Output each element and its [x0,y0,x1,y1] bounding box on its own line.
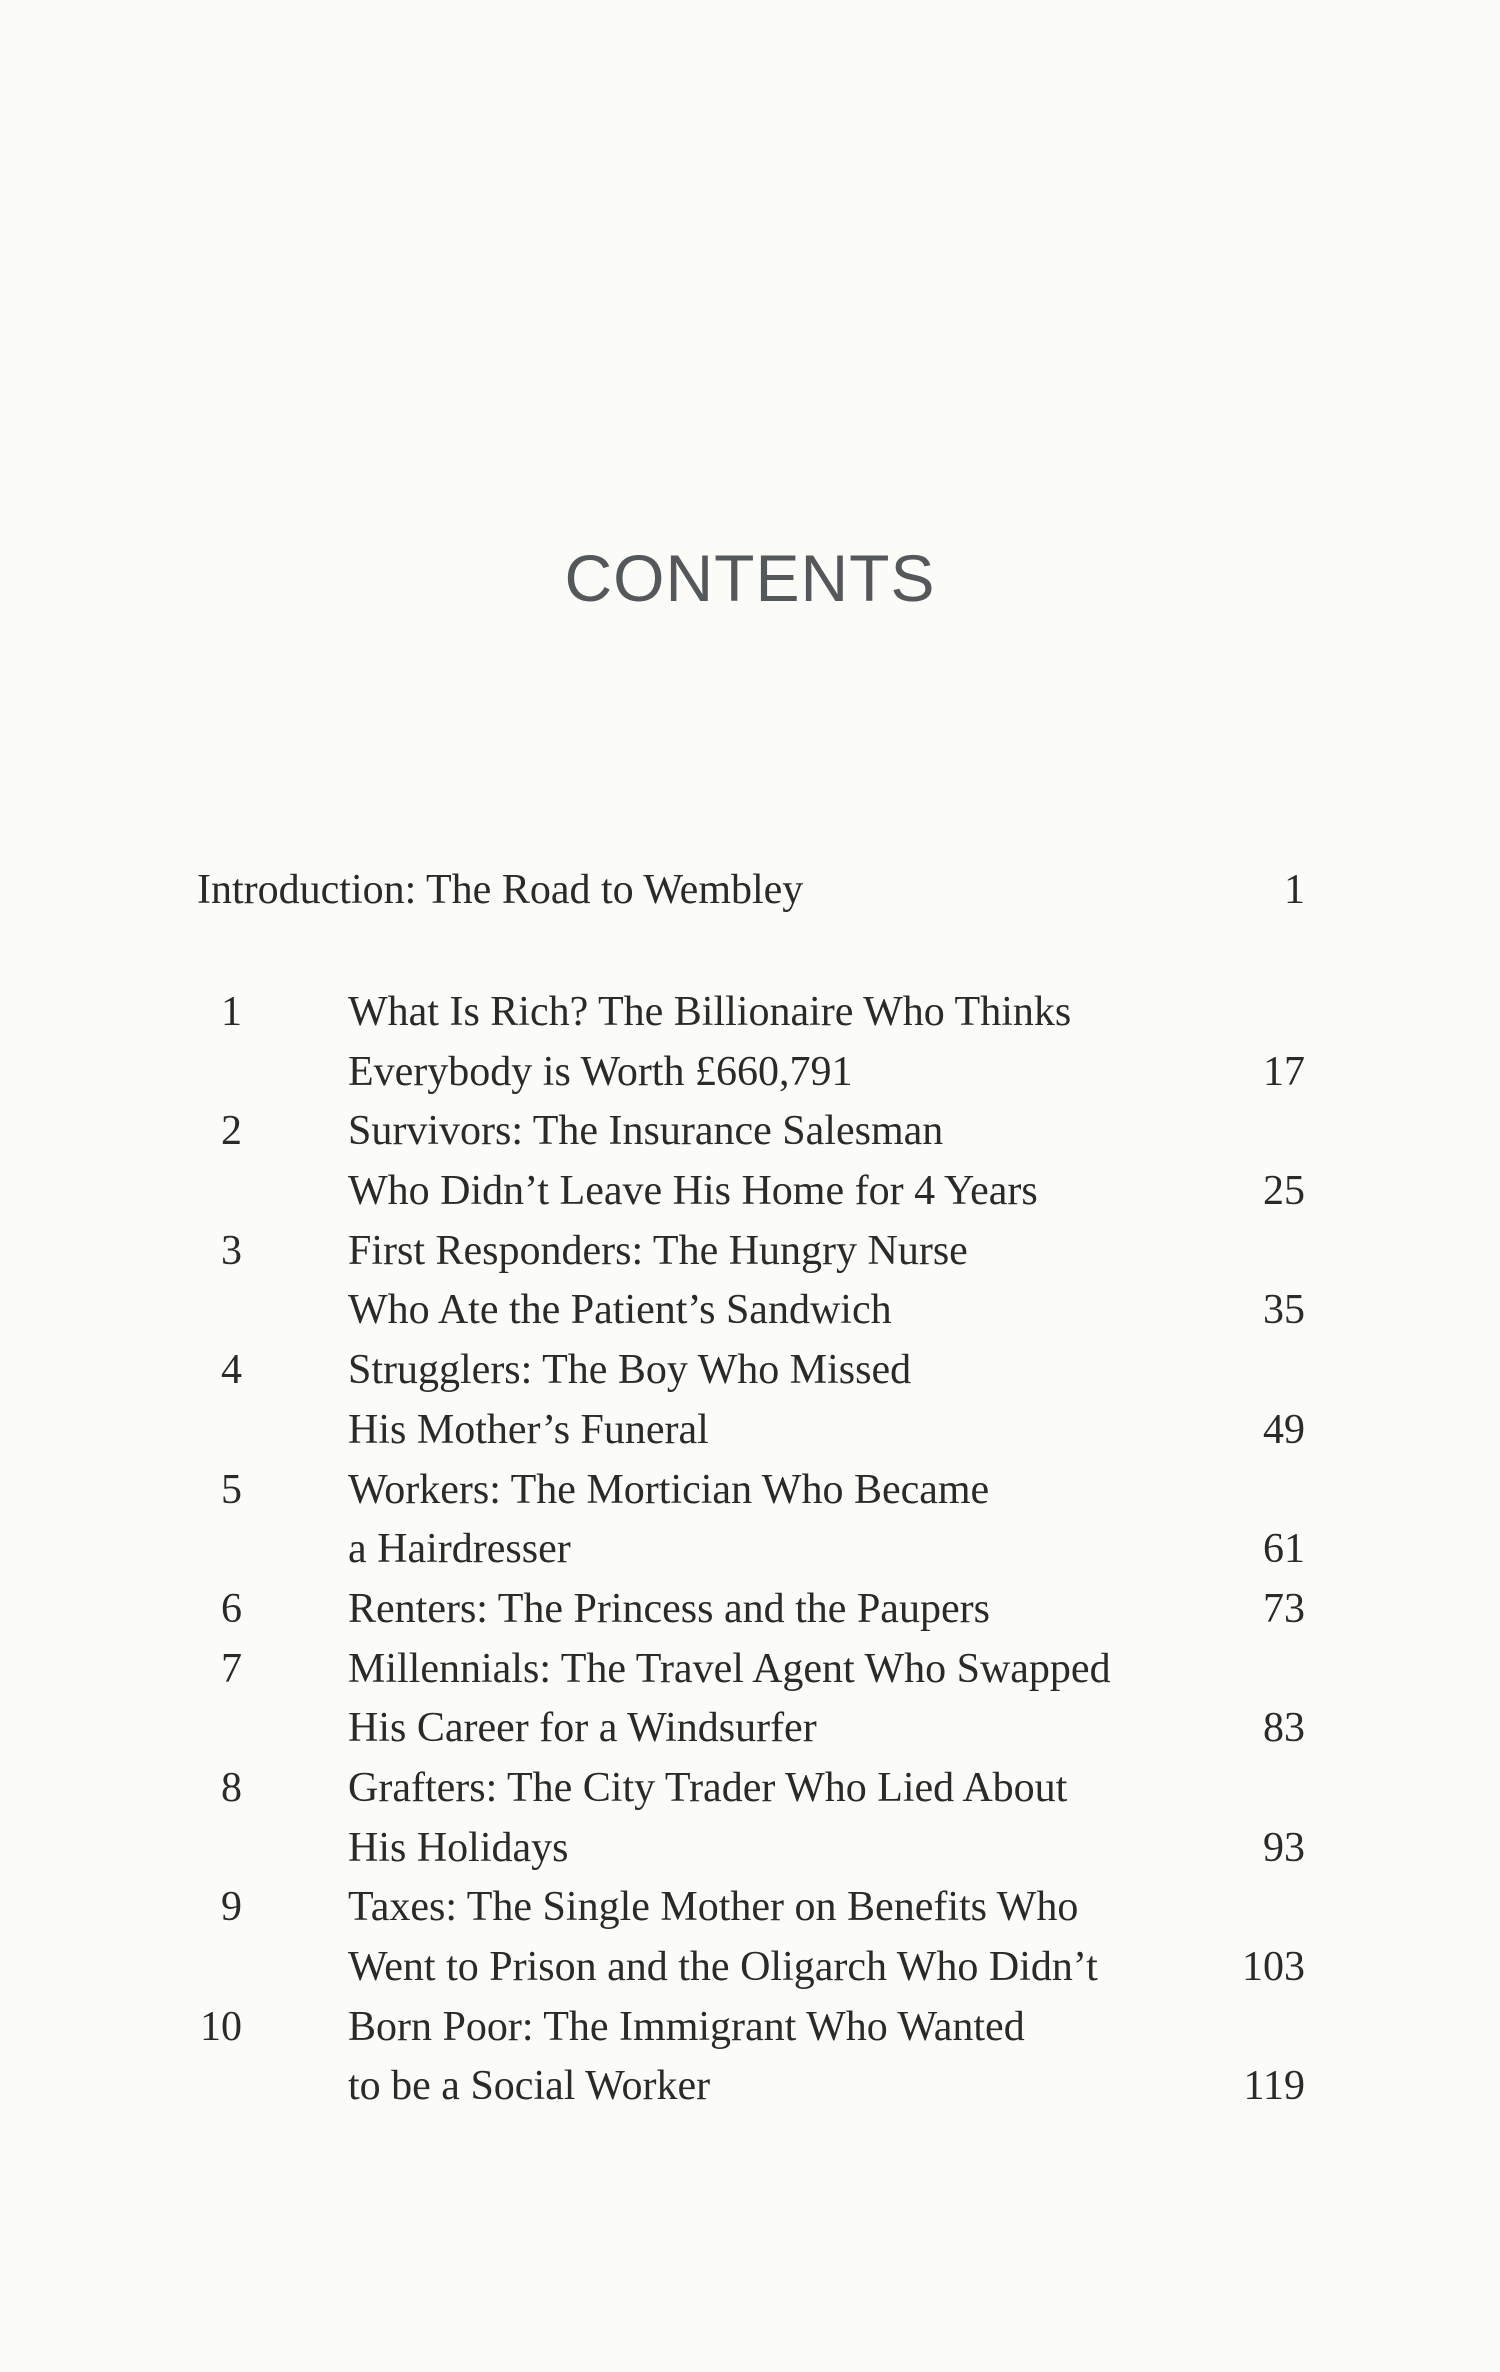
toc-entry-chapter-9 [0,1878,1500,1997]
toc-line [0,1878,1500,1938]
toc-line [0,1281,1500,1341]
toc-entry-chapter-8 [0,1759,1500,1878]
toc-line [0,1520,1500,1580]
toc-entry-page: 1 [1284,867,1305,913]
toc-entry-chapter-7 [0,1640,1500,1759]
chapter-title-line-2: Who Didn’t Leave His Home for 4 Years [348,1168,1038,1215]
chapter-page: 73 [1263,1585,1305,1632]
chapter-number: 4 [221,1347,242,1394]
toc-line [0,1043,1500,1103]
toc-entry-introduction [197,866,1305,926]
toc-line [0,2057,1500,2117]
chapter-page: 61 [1263,1526,1305,1573]
toc-entry-chapter-4 [0,1341,1500,1460]
chapter-page: 93 [1263,1824,1305,1871]
toc-line [0,1401,1500,1461]
toc-line [0,1819,1500,1879]
chapter-title-line-2: Went to Prison and the Oligarch Who Didn’t [348,1944,1098,1990]
chapter-number: 5 [221,1466,242,1513]
toc-entry-chapter-3 [0,1222,1500,1341]
toc-line [0,1222,1500,1282]
chapter-page: 25 [1263,1168,1305,1215]
chapter-title-line-1: Grafters: The City Trader Who Lied About [348,1764,1068,1811]
chapter-title-line-2: to be a Social Worker [348,2063,711,2110]
chapter-title-line-2: Who Ate the Patient’s Sandwich [348,1287,892,1334]
toc-entry-title: Introduction: The Road to Wembley [197,867,804,913]
chapter-title-line-2: a Hairdresser [348,1526,571,1573]
toc-line [0,1162,1500,1222]
chapter-title-line-1: What Is Rich? The Billionaire Who Thinks [348,989,1072,1035]
chapter-title-line-2: His Mother’s Funeral [348,1406,709,1453]
chapter-title-line-1: Workers: The Mortician Who Became [348,1466,990,1513]
chapter-number: 8 [221,1764,242,1811]
chapter-page: 103 [1242,1944,1305,1990]
toc-line [0,1341,1500,1401]
chapter-number: 7 [221,1645,242,1692]
chapter-number: 1 [221,989,242,1035]
chapter-title-line-1: Taxes: The Single Mother on Benefits Who [348,1884,1079,1931]
chapter-title-line-2: His Holidays [348,1824,569,1871]
chapter-title-line-1: Strugglers: The Boy Who Missed [348,1347,912,1394]
chapter-list [0,983,1500,2117]
chapter-number: 9 [221,1884,242,1931]
toc-line [0,1102,1500,1162]
toc-line [0,1759,1500,1819]
toc-entry-chapter-10 [0,1998,1500,2117]
chapter-title-line-1: Renters: The Princess and the Paupers [348,1585,990,1632]
chapter-title-line-2: Everybody is Worth £660,791 [348,1048,853,1095]
chapter-title-line-1: First Responders: The Hungry Nurse [348,1227,968,1274]
chapter-title-line-1: Survivors: The Insurance Salesman [348,1108,944,1155]
toc-entry-chapter-1 [0,983,1500,1102]
toc-entry-chapter-2 [0,1102,1500,1221]
chapter-title-line-2: His Career for a Windsurfer [348,1705,817,1752]
chapter-number: 2 [221,1108,242,1155]
chapter-title-line-1: Born Poor: The Immigrant Who Wanted [348,2003,1025,2050]
toc-line [0,1640,1500,1700]
chapter-title-line-1: Millennials: The Travel Agent Who Swapped [348,1645,1111,1692]
toc-entry-chapter-5 [0,1461,1500,1580]
chapter-page: 119 [1243,2063,1305,2110]
chapter-page: 17 [1263,1048,1305,1095]
toc-entry-chapter-6 [0,1580,1500,1640]
toc-line [0,1580,1500,1640]
chapter-number: 6 [221,1585,242,1632]
toc-line [0,1461,1500,1521]
chapter-page: 83 [1263,1705,1305,1752]
chapter-page: 49 [1263,1406,1305,1453]
chapter-number: 10 [200,2003,242,2050]
chapter-page: 35 [1263,1287,1305,1334]
toc-line [0,983,1500,1043]
toc-line [0,1998,1500,2058]
chapter-number: 3 [221,1227,242,1274]
toc-line [0,1699,1500,1759]
page-title: CONTENTS [564,541,936,615]
toc-line [0,1938,1500,1998]
